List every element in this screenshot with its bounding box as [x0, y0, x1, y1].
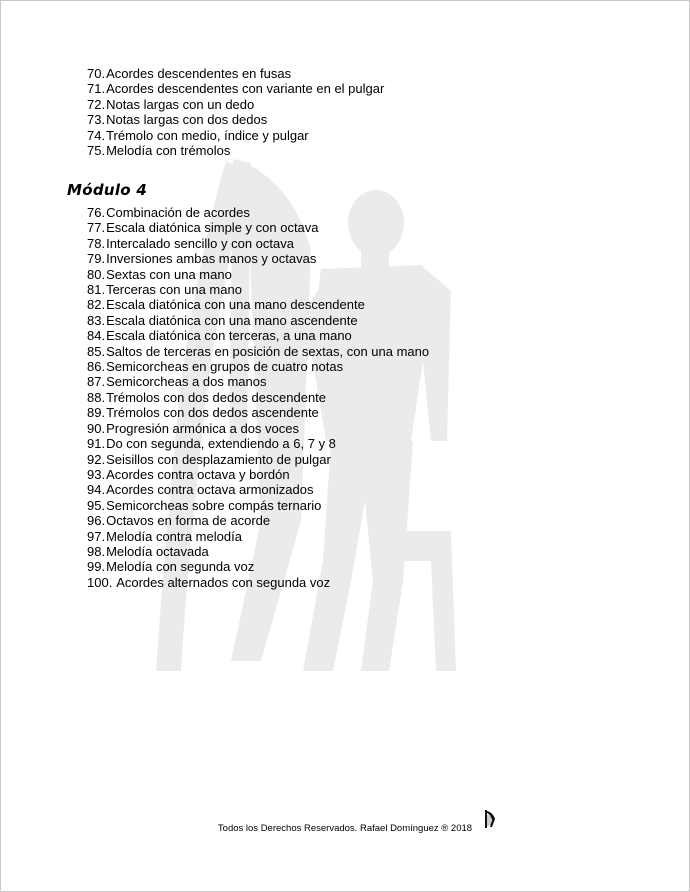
- list-item: [87, 81, 384, 96]
- list-item-text: Semicorcheas sobre compás ternario: [106, 497, 322, 513]
- list-item-number: 86.: [87, 359, 106, 375]
- list-item-text: Octavos en forma de acorde: [106, 513, 271, 529]
- list-item-text: Escala diatónica simple y con octava: [106, 220, 319, 236]
- list-item-number: 95.: [87, 497, 106, 513]
- list-item: [87, 128, 384, 143]
- list-item-text: Saltos de terceras en posición de sextas, con una mano: [106, 343, 430, 359]
- list-item-number: 100.: [87, 574, 113, 590]
- list-item-number: 87.: [87, 374, 106, 390]
- list-item: [87, 66, 384, 81]
- list-item: [87, 575, 429, 590]
- list-item: [87, 513, 429, 528]
- list-item-text: Acordes contra octava armonizados: [106, 482, 314, 498]
- list-item-number: 73.: [87, 112, 106, 128]
- list-item-number: 81.: [87, 282, 106, 298]
- list-item-number: 78.: [87, 235, 106, 251]
- list-item-text: Notas largas con un dedo: [106, 96, 255, 112]
- list-item-text: Notas largas con dos dedos: [106, 112, 268, 128]
- list-item-number: 93.: [87, 466, 106, 482]
- list-item-text: Trémolo con medio, índice y pulgar: [106, 127, 309, 143]
- list-item: [87, 313, 429, 328]
- list-item-number: 72.: [87, 96, 106, 112]
- list-item-text: Escala diatónica con una mano descendente: [106, 297, 365, 313]
- list-item-number: 92.: [87, 451, 106, 467]
- list-item-number: 98.: [87, 543, 106, 559]
- list-item: [87, 205, 429, 220]
- list-item: [87, 405, 429, 420]
- list-item-number: 75.: [87, 143, 106, 159]
- list-item: [87, 529, 429, 544]
- list-item-number: 82.: [87, 297, 106, 313]
- list-item-number: 84.: [87, 328, 106, 344]
- list-item-text: Acordes descendentes con variante en el pulgar: [106, 81, 385, 97]
- list-item-text: Combinación de acordes: [106, 205, 250, 220]
- list-item-number: 99.: [87, 559, 106, 575]
- list-item: [87, 267, 429, 282]
- list-item: [87, 220, 429, 235]
- list-item-number: 90.: [87, 420, 106, 436]
- list-item-number: 91.: [87, 436, 106, 452]
- exercise-list-module-4: [87, 205, 429, 590]
- list-item: [87, 467, 429, 482]
- list-item-number: 85.: [87, 343, 106, 359]
- list-item-number: 79.: [87, 251, 106, 267]
- list-item: [87, 359, 429, 374]
- list-item-number: 97.: [87, 528, 106, 544]
- list-item-text: Semicorcheas a dos manos: [106, 374, 267, 390]
- list-item: [87, 143, 384, 158]
- list-item: [87, 421, 429, 436]
- list-item-text: Do con segunda, extendiendo a 6, 7 y 8: [106, 436, 336, 452]
- harp-icon: [484, 809, 496, 829]
- list-item-number: 71.: [87, 81, 106, 97]
- footer-text: Todos los Derechos Reservados. Rafael Domínguez ® 2018: [217, 823, 473, 834]
- list-item-number: 96.: [87, 513, 106, 529]
- list-item: [87, 344, 429, 359]
- list-item-text: Intercalado sencillo y con octava: [106, 235, 294, 251]
- list-item: [87, 236, 429, 251]
- module-heading: Módulo 4: [67, 181, 148, 199]
- list-item: [87, 251, 429, 266]
- list-item: [87, 297, 429, 312]
- list-item-text: Inversiones ambas manos y octavas: [106, 251, 317, 267]
- list-item-text: Acordes descendentes en fusas: [106, 66, 292, 81]
- list-item-text: Melodía contra melodía: [106, 528, 242, 544]
- list-item-text: Semicorcheas en grupos de cuatro notas: [106, 359, 344, 375]
- list-item-text: Melodía con trémolos: [106, 143, 231, 159]
- list-item-text: Trémolos con dos dedos descendente: [106, 389, 327, 405]
- list-item-number: 83.: [87, 312, 106, 328]
- list-item-text: Acordes contra octava y bordón: [106, 466, 290, 482]
- list-item-number: 88.: [87, 389, 106, 405]
- list-item: [87, 390, 429, 405]
- list-item-text: Melodía con segunda voz: [106, 559, 255, 575]
- list-item-text: Melodía octavada: [106, 543, 209, 559]
- list-item-text: Escala diatónica con una mano ascendente: [106, 312, 358, 328]
- list-item-text: Acordes alternados con segunda voz: [113, 574, 331, 590]
- list-item-text: Progresión armónica a dos voces: [106, 420, 300, 436]
- list-item: [87, 452, 429, 467]
- list-item-number: 70.: [87, 66, 106, 81]
- exercise-list-continued: [87, 66, 384, 158]
- list-item: [87, 559, 429, 574]
- list-item-number: 94.: [87, 482, 106, 498]
- list-item-number: 80.: [87, 266, 106, 282]
- list-item-text: Escala diatónica con terceras, a una mano: [106, 328, 352, 344]
- list-item: [87, 436, 429, 451]
- list-item-text: Seisillos con desplazamiento de pulgar: [106, 451, 331, 467]
- list-item: [87, 97, 384, 112]
- list-item-number: 76.: [87, 205, 106, 220]
- list-item-number: 89.: [87, 405, 106, 421]
- list-item-text: Sextas con una mano: [106, 266, 232, 282]
- list-item-number: 77.: [87, 220, 106, 236]
- list-item: [87, 112, 384, 127]
- list-item: [87, 482, 429, 497]
- list-item: [87, 282, 429, 297]
- list-item-text: Trémolos con dos dedos ascendente: [106, 405, 319, 421]
- list-item: [87, 544, 429, 559]
- list-item-text: Terceras con una mano: [106, 282, 242, 298]
- list-item: [87, 498, 429, 513]
- list-item: [87, 374, 429, 389]
- list-item: [87, 328, 429, 343]
- list-item-number: 74.: [87, 127, 106, 143]
